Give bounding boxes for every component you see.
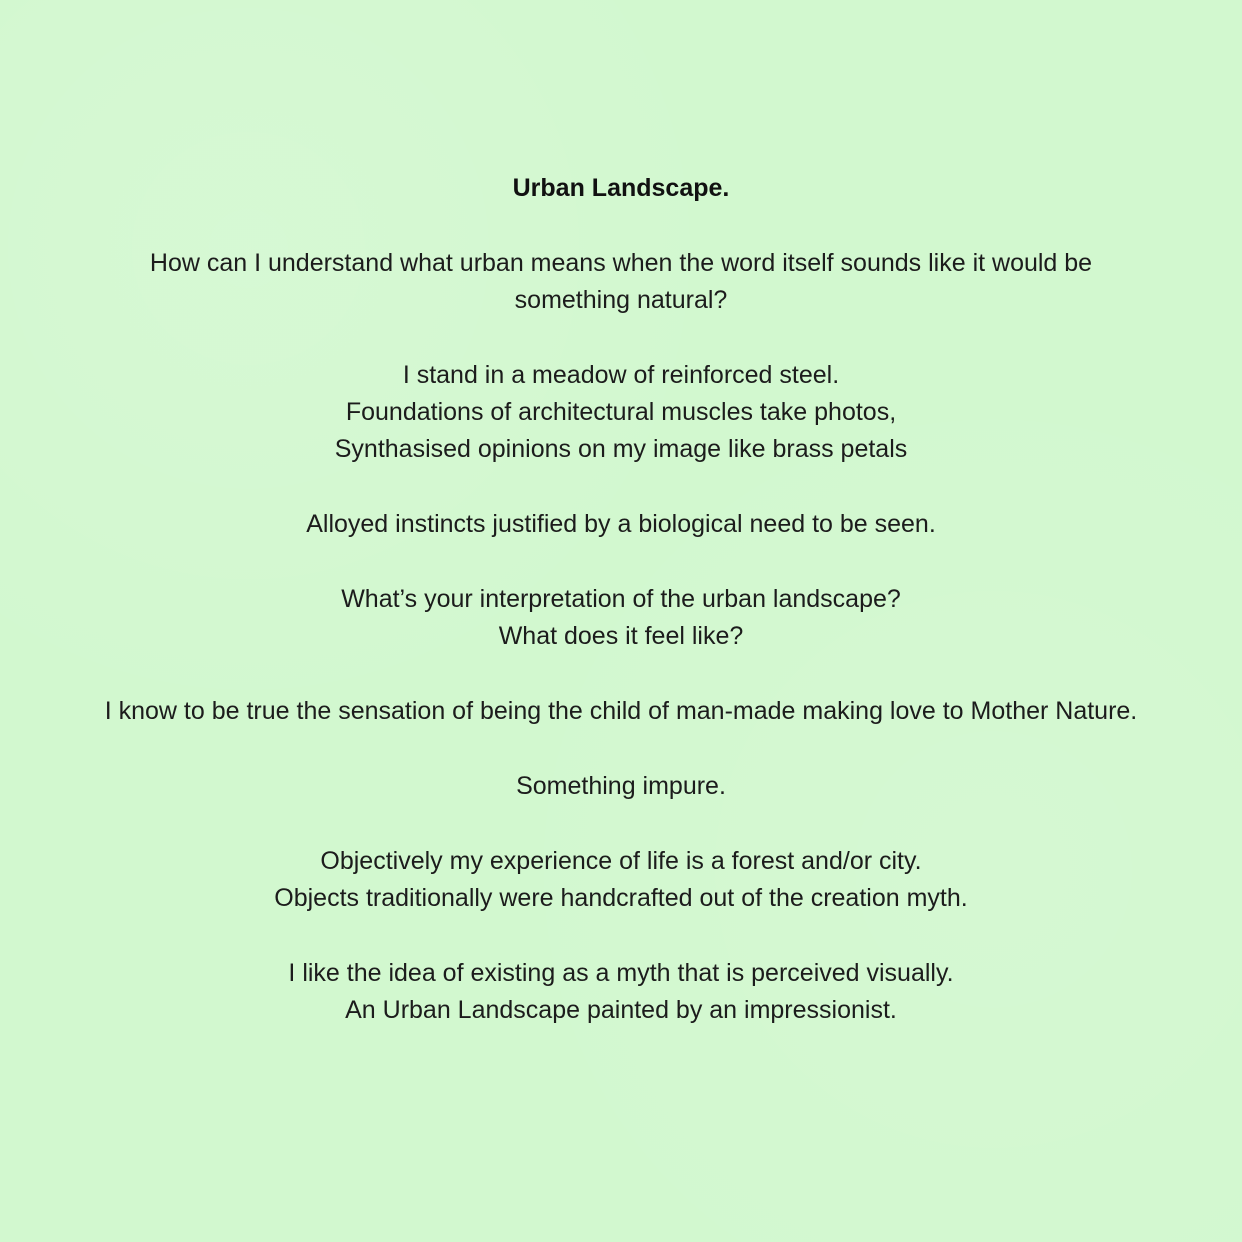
poem-line: How can I understand what urban means when the word itself sounds like it would be — [149, 249, 1093, 277]
poem-title: Urban Landscape. — [512, 174, 730, 202]
poem-line: something natural? — [514, 286, 728, 314]
stanza-2 — [0, 357, 1242, 468]
poem-line: Alloyed instincts justified by a biological need to be seen. — [306, 510, 936, 538]
stanza-5 — [0, 693, 1242, 730]
poem-line: Synthasised opinions on my image like brass petals — [334, 435, 908, 463]
stanza-1 — [0, 245, 1242, 319]
stanza-4 — [0, 581, 1242, 655]
poem-line: I know to be true the sensation of being the child of man-made making love to Mother Nature. — [104, 697, 1138, 725]
poem-body — [0, 170, 1242, 1067]
poem-line: I stand in a meadow of reinforced steel. — [402, 361, 840, 389]
poem-line: Something impure. — [516, 772, 726, 800]
poem-line: What does it feel like? — [498, 622, 744, 650]
stanza-3 — [0, 506, 1242, 543]
stanza-6 — [0, 768, 1242, 805]
stanza-8 — [0, 955, 1242, 1029]
poem-line: I like the idea of existing as a myth that is perceived visually. — [288, 959, 954, 987]
poem-line: Objects traditionally were handcrafted out of the creation myth. — [274, 884, 968, 912]
poem-line: Foundations of architectural muscles take photos, — [345, 398, 897, 426]
poem-line: Objectively my experience of life is a forest and/or city. — [320, 847, 922, 875]
poem-line: An Urban Landscape painted by an impressionist. — [345, 996, 897, 1024]
poem-line: What’s your interpretation of the urban landscape? — [341, 585, 901, 613]
stanza-7 — [0, 843, 1242, 917]
